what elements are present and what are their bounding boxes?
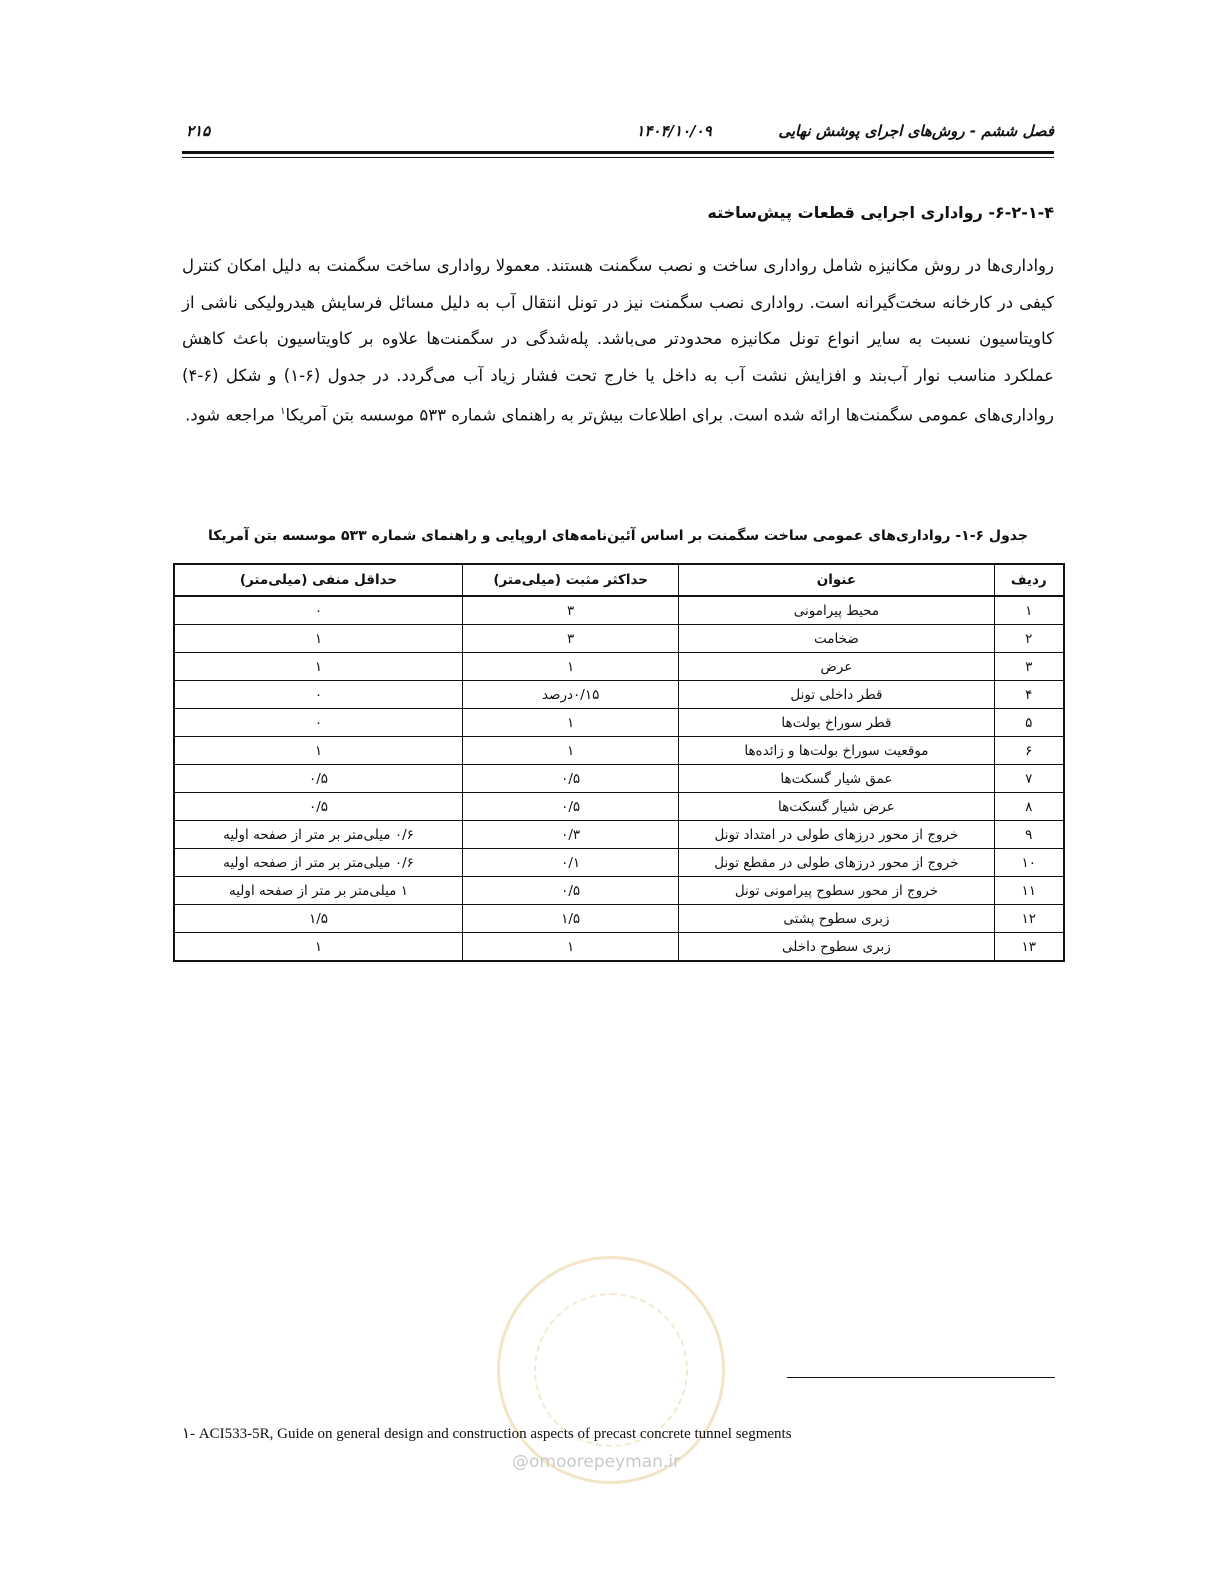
cell-max-positive: ۰/۱۵درصد	[462, 681, 678, 709]
cell-min-negative: ۱	[174, 933, 462, 962]
table-row	[174, 793, 1064, 821]
cell-max-positive: ۱	[462, 737, 678, 765]
cell-max-positive: ۰/۵	[462, 765, 678, 793]
header-rule-thin	[182, 157, 1054, 158]
table-row	[174, 737, 1064, 765]
cell-row-number: ۹	[994, 821, 1064, 849]
cell-max-positive: ۱	[462, 709, 678, 737]
cell-min-negative: ۰/۶ میلی‌متر بر متر از صفحه اولیه	[174, 821, 462, 849]
watermark-url: @omoorepeyman.ir	[512, 1452, 681, 1472]
cell-row-number: ۸	[994, 793, 1064, 821]
cell-max-positive: ۳	[462, 625, 678, 653]
cell-max-positive: ۱	[462, 653, 678, 681]
paragraph-end: مراجعه شود.	[185, 405, 281, 425]
table-row	[174, 849, 1064, 877]
header-row-number: ردیف	[994, 564, 1064, 596]
cell-title: محیط پیرامونی	[679, 596, 994, 625]
cell-min-negative: ۰	[174, 681, 462, 709]
cell-title: زبری سطوح داخلی	[679, 933, 994, 962]
cell-title: عرض	[679, 653, 994, 681]
cell-min-negative: ۰/۵	[174, 793, 462, 821]
table-row	[174, 653, 1064, 681]
cell-row-number: ۱	[994, 596, 1064, 625]
cell-min-negative: ۱/۵	[174, 905, 462, 933]
cell-row-number: ۱۱	[994, 877, 1064, 905]
table-row	[174, 765, 1064, 793]
cell-min-negative: ۱	[174, 737, 462, 765]
cell-min-negative: ۰/۶ میلی‌متر بر متر از صفحه اولیه	[174, 849, 462, 877]
table-row	[174, 709, 1064, 737]
table-row	[174, 933, 1064, 962]
cell-row-number: ۳	[994, 653, 1064, 681]
cell-min-negative: ۱	[174, 625, 462, 653]
footnote: ۱- ACI533-5R, Guide on general design and construction aspects of precast concrete tunnel segments	[182, 1426, 792, 1442]
table-row	[174, 905, 1064, 933]
cell-max-positive: ۳	[462, 596, 678, 625]
header-date: ۱۴۰۴/۱۰/۰۹	[636, 122, 712, 140]
cell-row-number: ۲	[994, 625, 1064, 653]
cell-max-positive: ۰/۳	[462, 821, 678, 849]
tolerance-table	[173, 563, 1065, 962]
chapter-title: فصل ششم - روش‌های اجرای پوشش نهایی	[778, 122, 1054, 140]
cell-max-positive: ۱	[462, 933, 678, 962]
cell-min-negative: ۰/۵	[174, 765, 462, 793]
cell-min-negative: ۱ میلی‌متر بر متر از صفحه اولیه	[174, 877, 462, 905]
table-row	[174, 596, 1064, 625]
cell-title: خروج از محور درزهای طولی در امتداد تونل	[679, 821, 994, 849]
cell-row-number: ۱۰	[994, 849, 1064, 877]
table-caption: جدول ۶-۱- رواداری‌های عمومی ساخت سگمنت بر اساس آئین‌نامه‌های اروپایی و راهنمای شماره ۵۳۳ موسسه بتن آمریکا	[208, 528, 1028, 544]
cell-min-negative: ۰	[174, 596, 462, 625]
cell-max-positive: ۰/۵	[462, 877, 678, 905]
cell-row-number: ۱۳	[994, 933, 1064, 962]
cell-title: عرض شیار گسکت‌ها	[679, 793, 994, 821]
table-row	[174, 877, 1064, 905]
cell-title: خروج از محور درزهای طولی در مقطع تونل	[679, 849, 994, 877]
page-number: ۲۱۵	[186, 122, 211, 140]
table-row	[174, 625, 1064, 653]
footnote-separator	[787, 1377, 1055, 1378]
cell-max-positive: ۰/۱	[462, 849, 678, 877]
header-max-positive: حداکثر مثبت (میلی‌متر)	[462, 564, 678, 596]
body-paragraph	[182, 248, 1054, 434]
cell-title: قطر سوراخ بولت‌ها	[679, 709, 994, 737]
section-title: ۶-۲-۱-۴- رواداری اجرایی قطعات پیش‌ساخته	[707, 203, 1054, 222]
header-rule-thick	[182, 151, 1054, 154]
table-header-row	[174, 564, 1064, 596]
table-row	[174, 681, 1064, 709]
cell-title: عمق شیار گسکت‌ها	[679, 765, 994, 793]
cell-title: ضخامت	[679, 625, 994, 653]
table-row	[174, 821, 1064, 849]
cell-row-number: ۴	[994, 681, 1064, 709]
footnote-reference[interactable]: ۱	[280, 406, 286, 417]
cell-min-negative: ۰	[174, 709, 462, 737]
cell-row-number: ۷	[994, 765, 1064, 793]
watermark-seal	[497, 1256, 725, 1484]
cell-max-positive: ۰/۵	[462, 793, 678, 821]
cell-max-positive: ۱/۵	[462, 905, 678, 933]
cell-row-number: ۶	[994, 737, 1064, 765]
page-header	[182, 118, 1054, 144]
header-min-negative: حداقل منفی (میلی‌متر)	[174, 564, 462, 596]
header-title: عنوان	[679, 564, 994, 596]
cell-title: موقعیت سوراخ بولت‌ها و زائده‌ها	[679, 737, 994, 765]
cell-min-negative: ۱	[174, 653, 462, 681]
cell-title: زبری سطوح پشتی	[679, 905, 994, 933]
cell-row-number: ۵	[994, 709, 1064, 737]
cell-row-number: ۱۲	[994, 905, 1064, 933]
cell-title: قطر داخلی تونل	[679, 681, 994, 709]
paragraph-text: رواداری‌ها در روش مکانیزه شامل رواداری ساخت و نصب سگمنت هستند. معمولا رواداری ساخت سگمنت به دلیل امکان کنترل کیفی در کارخانه سخت‌گیرانه است. رواداری نصب سگمنت نیز در تونل انتقال آب به دلیل مسائل فرسایش هیدرولیکی ناشی از کاویتاسیون نسبت به سایر انواع تونل مکانیزه محدودتر می‌باشد. پله‌شدگی در سگمنت‌ها علاوه بر کاویتاسیون باعث کاهش عملکرد مناسب نوار آب‌بند و افزایش نشت آب به داخل یا خارج تحت فشار زیاد آب می‌گردد. در جدول (۶-۱) و شکل (۶-۴) رواداری‌های عمومی سگمنت‌ها ارائه شده است. برای اطلاعات بیش‌تر به راهنمای شماره ۵۳۳ موسسه بتن آمریکا	[182, 256, 1054, 425]
cell-title: خروج از محور سطوح پیرامونی تونل	[679, 877, 994, 905]
